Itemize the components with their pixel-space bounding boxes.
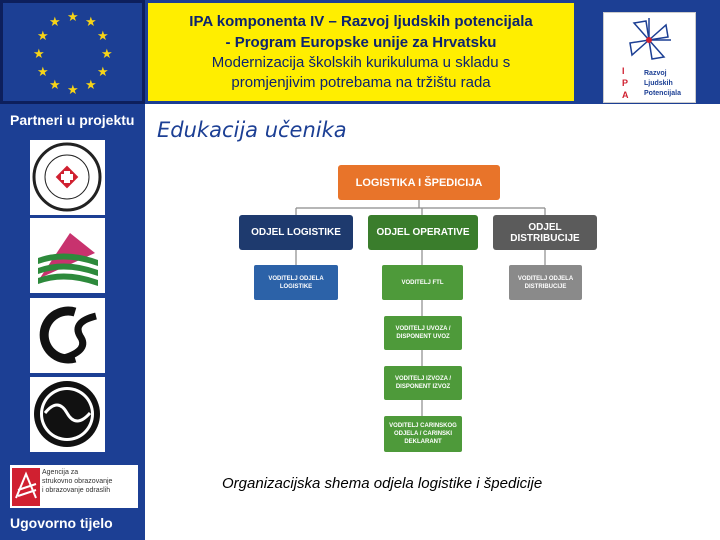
dept-logistics: ODJEL LOGISTIKE — [239, 215, 353, 250]
customs-head: VODITELJ CARINSKOG ODJELA / CARINSKI DEKLARANT — [384, 416, 462, 452]
header-line-2: - Program Europske unije za Hrvatsku — [225, 34, 497, 51]
export-head: VODITELJ IZVOZA / DISPONENT IZVOZ — [384, 366, 462, 400]
partners-title: Partneri u projektu — [10, 112, 135, 128]
ipa-line-2: Ljudskih — [644, 80, 673, 87]
header-line-4: promjenjivim potrebama na tržištu rada — [231, 74, 491, 91]
header-line-3: Modernizacija školskih kurikuluma u skladu s — [211, 54, 511, 71]
distribution-head: VODITELJ ODJELA DISTRIBUCIJE — [509, 265, 582, 300]
agency-line-3: i obrazovanje odraslih — [42, 487, 111, 494]
logistics-head: VODITELJ ODJELA LOGISTIKE — [254, 265, 338, 300]
dept-operations: ODJEL OPERATIVE — [368, 215, 478, 250]
ipa-letter-i: I — [622, 66, 625, 76]
header-line-1: IPA komponenta IV – Razvoj ljudskih potencijala — [189, 13, 533, 30]
eu-flag: ★ ★ ★ ★ ★ ★ ★ ★ ★ ★ ★ ★ — [0, 0, 145, 104]
import-head: VODITELJ UVOZA / DISPONENT UVOZ — [384, 316, 462, 350]
ipa-line-1: Razvoj — [644, 70, 667, 77]
ipa-letter-a: A — [622, 90, 629, 100]
diagram-caption: Organizacijska shema odjela logistike i špedicije — [222, 475, 543, 492]
ftl-head: VODITELJ FTL — [382, 265, 463, 300]
ipa-letter-p: P — [622, 78, 629, 88]
agency-line-2: strukovno obrazovanje — [42, 478, 113, 485]
contract-title: Ugovorno tijelo — [10, 515, 113, 531]
ipa-line-3: Potencijala — [644, 90, 681, 97]
dept-distribution: ODJEL DISTRIBUCIJE — [493, 215, 597, 250]
page-title: Edukacija učenika — [157, 118, 347, 142]
org-root: LOGISTIKA I ŠPEDICIJA — [338, 165, 500, 200]
agency-line-1: Agencija za — [42, 469, 79, 476]
